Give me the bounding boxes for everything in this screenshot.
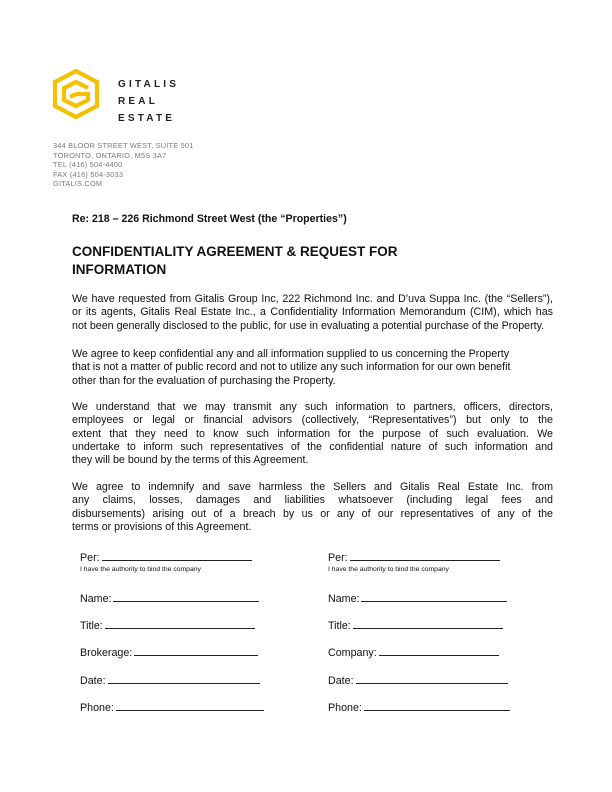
paragraph-line: We understand that we may transmit any such information to partners, officers, directors, <box>72 401 553 413</box>
paragraph-line: other than for the evaluation of purchasing the Property. <box>72 374 336 387</box>
left-brokerage-field <box>80 645 258 659</box>
right-date-field <box>328 673 508 687</box>
left-date-input[interactable] <box>108 673 260 684</box>
right-title-label: Title: <box>328 620 351 632</box>
address-fax: FAX (416) 504-3033 <box>53 169 124 179</box>
right-name-label: Name: <box>328 593 360 605</box>
left-authority-note: I have the authority to bind the company <box>80 566 201 573</box>
left-title-field <box>80 618 255 632</box>
document-title <box>72 243 452 279</box>
left-date-field <box>80 673 260 687</box>
brand-line-3: ESTATE <box>118 113 176 124</box>
brand-name <box>118 76 179 127</box>
right-name-field <box>328 591 507 605</box>
right-phone-label: Phone: <box>328 702 362 714</box>
paragraph-line: not been generally disclosed to the public, for use in evaluating a potential purchase of the Property. <box>72 319 545 332</box>
right-title-input[interactable] <box>353 618 503 629</box>
right-company-input[interactable] <box>379 645 499 656</box>
right-company-field <box>328 645 499 659</box>
left-date-label: Date: <box>80 675 106 687</box>
address-street: 344 BLOOR STREET WEST, SUITE 501 <box>53 141 194 150</box>
left-per-field <box>80 550 252 564</box>
paragraph-line: any claims, losses, damages and liabilities whatsoever (including legal fees and <box>72 494 553 507</box>
paragraph-line: extent that they need to know such information for the purpose of such evaluation. We <box>72 427 553 440</box>
gitalis-logo-icon <box>50 68 102 120</box>
address-tel: TEL (416) 504-4400 <box>53 160 123 170</box>
right-title-field <box>328 618 503 632</box>
paragraph-confidential <box>72 348 553 388</box>
title-line-2: INFORMATION <box>72 262 167 277</box>
right-company-label: Company: <box>328 647 377 659</box>
right-per-field <box>328 550 500 564</box>
brand-line-1: GITALIS <box>118 79 180 90</box>
left-name-label: Name: <box>80 593 112 605</box>
right-phone-input[interactable] <box>364 700 510 711</box>
paragraph-line: undertake to inform such representatives of the confidential nature of such information and <box>72 440 553 453</box>
right-date-label: Date: <box>328 675 354 687</box>
left-name-field <box>80 591 259 605</box>
left-brokerage-input[interactable] <box>134 645 258 656</box>
right-date-input[interactable] <box>356 673 508 684</box>
paragraph-line: or its agents, Gitalis Real Estate Inc., a Confidentiality Information Memorandum (CIM), which has <box>72 306 553 319</box>
paragraph-line: terms or provisions of this Agreement. <box>72 520 252 533</box>
paragraph-line: disbursements) arising out of a breach by us or any of our representatives of any of the <box>72 507 553 520</box>
address-city: TORONTO, ONTARIO, M5S 3A7 <box>53 150 167 160</box>
left-phone-field <box>80 700 264 714</box>
paragraph-line: We have requested from Gitalis Group Inc, 222 Richmond Inc. and D’uva Suppa Inc. (the “Sellers”), <box>72 293 553 305</box>
left-title-label: Title: <box>80 620 103 632</box>
left-per-label: Per: <box>80 552 100 564</box>
paragraph-line: that is not a matter of public record and not to utilize any such information for our own benefit <box>72 361 511 374</box>
paragraph-line: We agree to indemnify and save harmless the Sellers and Gitalis Real Estate Inc. from <box>72 481 553 493</box>
left-title-input[interactable] <box>105 618 255 629</box>
paragraph-request <box>72 293 553 333</box>
left-phone-input[interactable] <box>116 700 264 711</box>
right-name-input[interactable] <box>361 591 507 602</box>
address-web: GITALIS.COM <box>53 179 103 189</box>
left-name-input[interactable] <box>113 591 259 602</box>
right-per-input[interactable] <box>350 550 500 561</box>
company-address <box>53 141 194 189</box>
paragraph-line: employees or legal or financial advisors (collectively, “Representatives”) but only to the <box>72 414 553 427</box>
title-line-1: CONFIDENTIALITY AGREEMENT & REQUEST FOR <box>72 244 398 259</box>
left-per-input[interactable] <box>102 550 252 561</box>
paragraph-representatives <box>72 401 553 467</box>
right-phone-field <box>328 700 510 714</box>
brand-line-2: REAL <box>118 96 159 107</box>
left-phone-label: Phone: <box>80 702 114 714</box>
subject-line: Re: 218 – 226 Richmond Street West (the “Properties”) <box>72 213 347 225</box>
right-authority-note: I have the authority to bind the company <box>328 566 449 573</box>
paragraph-line: they will be bound by the terms of this Agreement. <box>72 454 309 467</box>
left-brokerage-label: Brokerage: <box>80 647 133 659</box>
paragraph-line: We agree to keep confidential any and all information supplied to us concerning the Property <box>72 348 510 360</box>
paragraph-indemnify <box>72 481 553 534</box>
right-per-label: Per: <box>328 552 348 564</box>
